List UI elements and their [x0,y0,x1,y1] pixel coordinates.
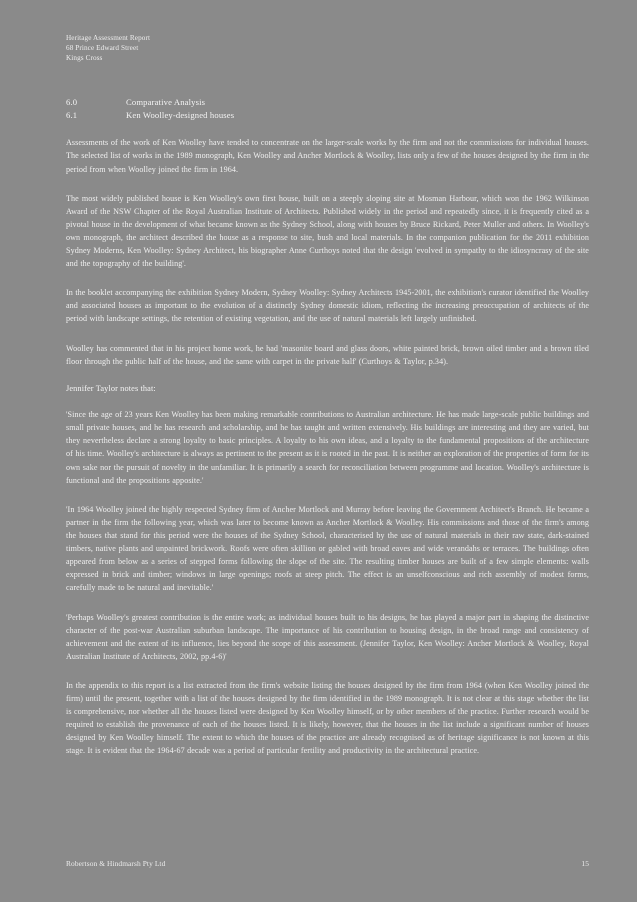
quotation-paragraph: 'Since the age of 23 years Ken Woolley has been making remarkable contributions to Australian architecture. He has made large-scale public buildings and small private houses, and he has research and scholarship, and he has taught and written extensively. His buildings are interesting and they are varied, but they nevertheless declare a strong loyalty to basic principles. A loyalty to his own ideas, and a loyalty to the fundamental propositions of the architecture of his time. Woolley's architecture is always as pertinent to the present as it is rooted in the past. It is neither an exploration of the properties of form for its own sake nor the pursuit of novelty in the unfamiliar. It is primarily a search for reconciliation between programme and location. Woolley's architecture is functional and the propositions apposite.' [66,410,589,485]
footer-page-number: 15 [581,859,589,868]
report-header [66,33,589,64]
quotation-paragraph: 'In 1964 Woolley joined the highly respected Sydney firm of Ancher Mortlock and Murray before leaving the Government Architect's Branch. He became a partner in the firm the following year, which was later to become known as Ancher Mortlock & Woolley. His commissions and those of the firm's among the houses that stand for this period were the houses of the Sydney School, characterised by the use of natural materials in their raw state, dark-stained timbers, native plants and unpainted brickwork. Roofs were often skillion or gabled with broad eaves and wide verandahs or terraces. The buildings often appeared from below as a series of stepped forms following the slope of the site. The resulting timber houses are built of a few simple elements: walls expressed in brick and timber; windows in large openings; roofs at steep pitch. The effect is an unselfconscious and rich assembly of modest forms, carefully made to be natural and inevitable.' [66,504,589,593]
body-paragraph: In the appendix to this report is a list extracted from the firm's website listing the houses designed by the firm from 1964 (when Ken Woolley joined the firm) until the present, together with a list of the houses designed by the firm identified in the 1989 monograph. It is not clear at this stage whether the list is comprehensive, nor whether all the houses listed were designed by Ken Woolley himself, or by other members of the practice. Further research would be required to establish the provenance of each of the houses listed. It is likely, however, that the houses in the list include a significant number of houses designed by Ken Woolley himself. The extent to which the houses of the practice are already recognised as of heritage significance is not known at this stage. It is evident that the 1964-67 decade was a period of particular fertility and productivity in the architectural practice. [66,680,589,756]
section-heading-6-1 [66,109,589,122]
body-paragraph: The most widely published house is Ken Woolley's own first house, built on a steeply sloping site at Mosman Harbour, which won the 1962 Wilkinson Award of the NSW Chapter of the Royal Australian Institute of Architects. Published widely in the period and repeatedly since, it is frequently cited as a pivotal house in the development of what became known as the Sydney School, along with houses by Bruce Rickard, Peter Muller and others. In Woolley's own monograph, the architect described the house as a response to site, bush and local materials. In the companion publication for the 2011 exhibition Sydney Moderns, Ken Woolley: Sydney Architect, his biographer Anne Curthoys noted that the design 'evolved in sympathy to the idiosyncrasy of the site and the topography of the building'. [66,193,589,269]
section-title: Comparative Analysis [126,96,206,107]
section-heading-6-0 [66,96,589,109]
report-header-line-2: 68 Prince Edward Street [66,44,139,53]
section-number: 6.1 [66,109,78,120]
report-header-line-1: Heritage Assessment Report [66,34,151,42]
footer-organisation: Robertson & Hindmarsh Pty Ltd [66,859,166,868]
body-paragraph: Woolley has commented that in his project home work, he had 'masonite board and glass doors, white painted brick, brown oiled timber and a brown tiled floor through the public half of the house, and the same with carpet in the private half' (Curthoys & Taylor, p.34). [66,343,589,366]
quotation-paragraph: 'Perhaps Woolley's greatest contribution is the entire work; as individual houses built to his designs, he has played a major part in shaping the distinctive character of the post-war Australian suburban landscape. The importance of his contribution to housing design, in the broad range and consistency of achievement and the extent of its influence, lies beyond the scope of this assessment. (Jennifer Taylor, Ken Woolley: Ancher Mortlock & Woolley, Royal Australian Institute of Architects, 2002, pp.4-6)' [66,612,589,661]
quote-attribution-subheading: Jennifer Taylor notes that: [66,383,156,393]
body-paragraph: In the booklet accompanying the exhibition Sydney Modern, Sydney Woolley: Sydney Architects 1945-2001, the exhibition's curator identified the Woolley and associated houses as important to the evolution of a distinctly Sydney domestic idiom, reflecting the increasing preoccupation of architects of the period with landscape settings, the retention of existing vegetation, and the use of natural materials left largely unfinished. [66,288,589,324]
section-number: 6.0 [66,96,78,107]
section-title: Ken Woolley-designed houses [126,109,235,120]
report-header-line-3: Kings Cross [66,54,103,63]
body-paragraph: Assessments of the work of Ken Woolley have tended to concentrate on the larger-scale works by the firm and not the commissions for individual houses. The selected list of works in the 1989 monograph, Ken Woolley and Ancher Mortlock & Woolley, lists only a few of the houses designed by the firm in the period from when Woolley joined the firm in 1964. [66,138,589,174]
section-heading-list [66,96,589,123]
page-footer [66,859,589,868]
